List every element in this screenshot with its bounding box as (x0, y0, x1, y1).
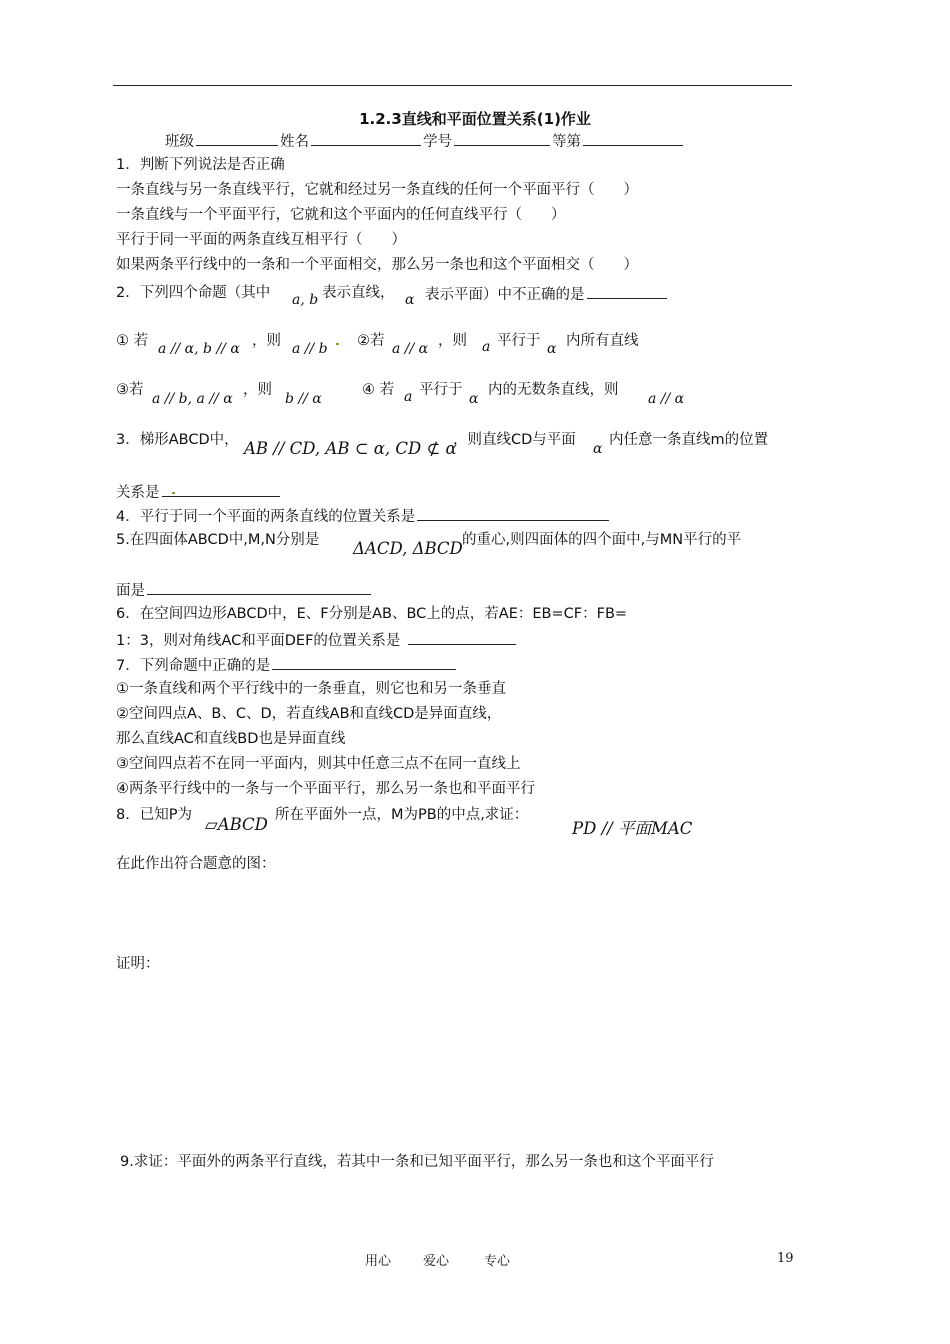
q3-stem-pre: 3．梯形ABCD中， (116, 432, 239, 448)
q2-option3-then: ，则 (243, 382, 272, 398)
q7-answer-blank[interactable] (272, 655, 456, 670)
q5-stem-pre: 5.在四面体ABCD中,M,N分别是 (116, 532, 320, 548)
q2-option2-pre: ②若 (357, 333, 385, 349)
q2-option4-mid: 平行于 (419, 382, 463, 398)
page-number: 19 (777, 1251, 794, 1266)
q1-statement-a: 一条直线与另一条直线平行，它就和经过另一条直线的任何一个平面平行（ ） (116, 182, 638, 198)
q2-option2-post: 内所有直线 (566, 333, 639, 349)
q2-stem-mid: 表示直线， (322, 285, 395, 301)
q6-line2-text: 1：3，则对角线AC和平面DEF的位置关系是 (116, 633, 401, 649)
q2-option3-pre: ③若 (116, 382, 144, 398)
q3-answer-blank[interactable] (162, 482, 280, 497)
q2-option4-math3: a // α (648, 391, 685, 407)
q7-option2b: 那么直线AC和直线BD也是异面直线 (116, 731, 346, 747)
q8-stem-mid: 所在平面外一点，M为PB的中点,求证： (275, 807, 529, 823)
q3-math-alpha: α (593, 441, 603, 457)
q7-option3: ③空间四点若不在同一平面内，则其中任意三点不在同一直线上 (116, 756, 521, 772)
name-blank[interactable] (311, 131, 421, 146)
q1-statement-d: 如果两条平行线中的一条和一个平面相交，那么另一条也和这个平面相交（ ） (116, 257, 638, 273)
q2-option1-math2: a // b (292, 341, 328, 357)
q2-option4-post: 内的无数条直线，则 (488, 382, 619, 398)
footer-motto-1: 用心 (365, 1254, 392, 1269)
q1-statement-b: 一条直线与一个平面平行，它就和这个平面内的任何直线平行（ ） (116, 207, 566, 223)
scan-speck (172, 492, 175, 494)
q2-answer-blank[interactable] (587, 284, 667, 299)
q5-stem-post: 的重心,则四面体的四个面中,与MN平行的平 (462, 532, 742, 548)
id-blank[interactable] (454, 131, 550, 146)
q2-stem-post (425, 284, 669, 304)
q2-option2-math2: a (482, 339, 491, 355)
page-title: 1.2.3直线和平面位置关系(1)作业 (359, 110, 591, 128)
q1-stem: 1．判断下列说法是否正确 (116, 157, 285, 173)
student-info-line (165, 131, 685, 151)
q2-math-ab: a, b (292, 292, 319, 308)
q8-math-parallelogram: ▱ABCD (205, 815, 268, 834)
class-label: 班级 (165, 134, 194, 150)
q2-option4-math2: α (469, 391, 479, 407)
q2-option1-pre: ① 若 (116, 333, 149, 349)
q4-text: 4．平行于同一个平面的两条直线的位置关系是 (116, 509, 416, 525)
header-rule (113, 85, 792, 86)
q5-math: ΔACD, ΔBCD (353, 539, 463, 558)
id-label: 学号 (423, 134, 452, 150)
q2-option4-math1: a (404, 389, 413, 405)
name-label: 姓名 (280, 134, 309, 150)
scan-speck (336, 343, 339, 345)
q2-option4-pre: ④ 若 (362, 382, 395, 398)
q8-stem-pre: 8．已知P为 (116, 807, 192, 823)
q3-math: AB // CD, AB ⊂ α, CD ⊄ α (244, 439, 457, 458)
grade-blank[interactable] (583, 131, 683, 146)
q4-answer-blank[interactable] (417, 506, 609, 521)
q4-line (116, 506, 611, 526)
q2-option1-math1: a // α, b // α (158, 341, 240, 357)
q2-option2-math3: α (547, 341, 557, 357)
q2-option1-then: ，则 (252, 333, 281, 349)
q2-option3-math1: a // b, a // α (152, 391, 233, 407)
q7-stem: 7．下列命题中正确的是 (116, 658, 271, 674)
q3-stem-post: 内任意一条直线m的位置 (609, 432, 769, 448)
q8-proof-label: 证明： (116, 956, 160, 972)
q2-option2-math1: a // α (392, 341, 429, 357)
q7-option4: ④两条平行线中的一条与一个平面平行，那么另一条也和平面平行 (116, 781, 535, 797)
q8-math-claim: PD // 平面MAC (572, 819, 693, 838)
q7-option1: ①一条直线和两个平行线中的一条垂直，则它也和另一条垂直 (116, 681, 506, 697)
q7-line (116, 655, 458, 675)
footer-motto-3: 专心 (484, 1254, 511, 1269)
q9-text: 9.求证：平面外的两条平行直线，若其中一条和已知平面平行，那么另一条也和这个平面平行 (120, 1154, 714, 1170)
q5-answer-blank[interactable] (147, 580, 371, 595)
grade-label: 等第 (552, 134, 581, 150)
q2-math-alpha: α (405, 292, 415, 308)
q3-line2 (116, 482, 282, 502)
q6-line1: 6．在空间四边形ABCD中，E、F分别是AB、BC上的点，若AE：EB=CF：FB= (116, 606, 628, 622)
q7-option2a: ②空间四点A、B、C、D，若直线AB和直线CD是异面直线， (116, 706, 502, 722)
q5-line2-text: 面是 (116, 583, 145, 599)
q2-stem-post-text: 表示平面）中不正确的是 (425, 287, 585, 303)
q6-answer-blank[interactable] (408, 630, 516, 645)
q8-draw-prompt: 在此作出符合题意的图： (116, 856, 276, 872)
footer-motto-2: 爱心 (423, 1254, 450, 1269)
q3-stem-mid: ，则直线CD与平面 (453, 432, 576, 448)
q2-option2-then: ，则 (438, 333, 467, 349)
q1-statement-c: 平行于同一平面的两条直线互相平行（ ） (116, 232, 406, 248)
q2-option3-math2: b // α (285, 391, 322, 407)
q6-line2 (116, 630, 518, 650)
q5-line2 (116, 580, 373, 600)
q2-stem-pre: 2．下列四个命题（其中 (116, 285, 271, 301)
class-blank[interactable] (196, 131, 278, 146)
q2-option2-mid: 平行于 (497, 333, 541, 349)
q3-line2-text: 关系是 (116, 485, 160, 501)
